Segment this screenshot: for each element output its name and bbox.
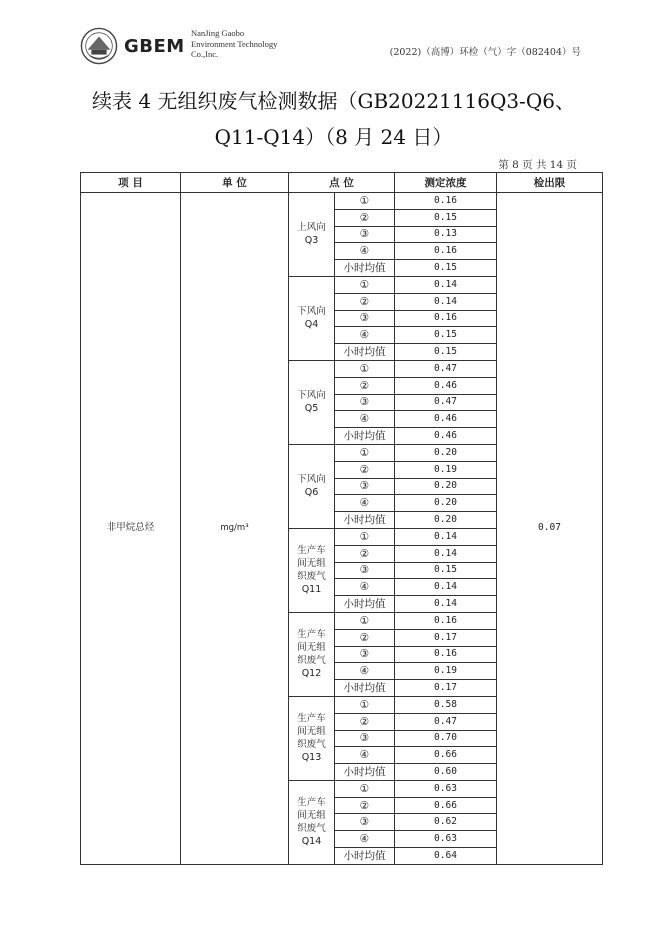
sample-index-cell: ③ (335, 730, 395, 747)
concentration-cell: 0.20 (395, 512, 497, 529)
sample-index-cell: 小时均值 (335, 344, 395, 361)
sample-index-cell: ② (335, 797, 395, 814)
sample-index-cell: ③ (335, 562, 395, 579)
sample-index-cell: ④ (335, 411, 395, 428)
sample-index-cell: ③ (335, 310, 395, 327)
point-label-line: Q6 (304, 487, 319, 499)
concentration-cell: 0.46 (395, 377, 497, 394)
concentration-cell: 0.17 (395, 680, 497, 697)
sample-index-cell: 小时均值 (335, 260, 395, 277)
table-title-line-2: Q11-Q14）（8 月 24 日） (214, 125, 453, 149)
concentration-cell: 0.16 (395, 193, 497, 210)
concentration-cell: 0.47 (395, 713, 497, 730)
concentration-cell: 0.15 (395, 260, 497, 277)
sample-index-cell: ④ (335, 243, 395, 260)
sample-index-cell: ③ (335, 226, 395, 243)
sample-index-cell: ④ (335, 579, 395, 596)
concentration-cell: 0.16 (395, 310, 497, 327)
sample-index-cell: ① (335, 444, 395, 461)
concentration-cell: 0.64 (395, 848, 497, 865)
sample-index-cell: 小时均值 (335, 428, 395, 445)
company-name (191, 28, 277, 60)
concentration-cell: 0.20 (395, 444, 497, 461)
page-info: 第 8 页 共 14 页 (498, 159, 577, 171)
concentration-cell: 0.17 (395, 629, 497, 646)
concentration-cell: 0.15 (395, 209, 497, 226)
sample-index-cell: ② (335, 461, 395, 478)
company-logo-icon (80, 27, 118, 65)
concentration-cell: 0.63 (395, 831, 497, 848)
concentration-cell: 0.14 (395, 276, 497, 293)
point-cell (289, 276, 335, 360)
concentration-cell: 0.16 (395, 243, 497, 260)
sample-index-cell: ④ (335, 747, 395, 764)
sample-index-cell: 小时均值 (335, 848, 395, 865)
unit-cell: mg/m³ (181, 193, 289, 865)
point-label-line: 生产车 (297, 713, 326, 725)
point-cell (289, 612, 335, 696)
concentration-cell: 0.14 (395, 528, 497, 545)
sample-index-cell: ③ (335, 814, 395, 831)
point-label-line: Q4 (304, 319, 319, 331)
concentration-cell: 0.63 (395, 780, 497, 797)
document-number: (2022)（高博）环检（气）字（082404）号 (389, 47, 581, 58)
concentration-cell: 0.62 (395, 814, 497, 831)
concentration-cell: 0.15 (395, 344, 497, 361)
point-label-line: 上风向 (297, 222, 326, 234)
table-body (81, 193, 603, 865)
point-cell (289, 360, 335, 444)
table-row (81, 193, 603, 210)
point-cell (289, 696, 335, 780)
concentration-cell: 0.15 (395, 327, 497, 344)
point-label-line: 下风向 (297, 306, 326, 318)
sample-index-cell: ③ (335, 478, 395, 495)
point-label-line: Q14 (301, 836, 322, 848)
concentration-cell: 0.19 (395, 663, 497, 680)
detection-limit-cell: 0.07 (497, 193, 603, 865)
point-label-line: 间无组 (297, 726, 326, 738)
sample-index-cell: ② (335, 713, 395, 730)
concentration-cell: 0.46 (395, 428, 497, 445)
sample-index-cell: ④ (335, 663, 395, 680)
item-cell: 非甲烷总烃 (81, 193, 181, 865)
point-label-line: Q13 (301, 752, 322, 764)
sample-index-cell: ③ (335, 646, 395, 663)
sample-index-cell: ① (335, 360, 395, 377)
concentration-cell: 0.14 (395, 545, 497, 562)
concentration-cell: 0.15 (395, 562, 497, 579)
table-title-line-1: 续表 4 无组织废气检测数据（GB20221116Q3-Q6、 (92, 89, 575, 113)
point-label-line: 间无组 (297, 642, 326, 654)
point-label-line: 生产车 (297, 545, 326, 557)
concentration-cell: 0.70 (395, 730, 497, 747)
brand-name: GBEM (124, 36, 185, 57)
concentration-cell: 0.46 (395, 411, 497, 428)
concentration-cell: 0.47 (395, 360, 497, 377)
point-label-line: 生产车 (297, 797, 326, 809)
point-label-line: Q3 (304, 235, 319, 247)
concentration-cell: 0.14 (395, 293, 497, 310)
company-line-3: Co.,Inc. (191, 49, 219, 59)
header-detection-limit: 检出限 (497, 173, 603, 193)
sample-index-cell: ④ (335, 327, 395, 344)
concentration-cell: 0.19 (395, 461, 497, 478)
sample-index-cell: ④ (335, 495, 395, 512)
point-label-line: 织废气 (297, 571, 326, 583)
concentration-cell: 0.16 (395, 612, 497, 629)
sample-index-cell: ④ (335, 831, 395, 848)
sample-index-cell: 小时均值 (335, 764, 395, 781)
header-item: 项 目 (81, 173, 181, 193)
sample-index-cell: ② (335, 293, 395, 310)
concentration-cell: 0.14 (395, 596, 497, 613)
sample-index-cell: ① (335, 612, 395, 629)
point-label-line: 织废气 (297, 739, 326, 751)
sample-index-cell: ② (335, 545, 395, 562)
concentration-cell: 0.20 (395, 478, 497, 495)
sample-index-cell: ① (335, 780, 395, 797)
sample-index-cell: ① (335, 528, 395, 545)
concentration-cell: 0.47 (395, 394, 497, 411)
company-line-2: Environment Technology (191, 38, 278, 49)
point-label-line: 下风向 (297, 474, 326, 486)
header-unit: 单 位 (181, 173, 289, 193)
data-table (80, 172, 603, 865)
point-label-line: Q5 (304, 403, 319, 415)
sample-index-cell: ② (335, 377, 395, 394)
sample-index-cell: ② (335, 209, 395, 226)
point-label-line: 间无组 (297, 810, 326, 822)
point-cell (289, 780, 335, 864)
header-point: 点 位 (289, 173, 395, 193)
concentration-cell: 0.66 (395, 797, 497, 814)
point-cell (289, 528, 335, 612)
sample-index-cell: ① (335, 193, 395, 210)
header-concentration: 测定浓度 (395, 173, 497, 193)
company-line-1: NanJing Gaobo (191, 28, 245, 38)
concentration-cell: 0.58 (395, 696, 497, 713)
point-label-line: 织废气 (297, 823, 326, 835)
point-label-line: 织废气 (297, 655, 326, 667)
point-label-line: Q12 (301, 668, 322, 680)
sample-index-cell: ③ (335, 394, 395, 411)
concentration-cell: 0.60 (395, 764, 497, 781)
sample-index-cell: ① (335, 276, 395, 293)
sample-index-cell: 小时均值 (335, 512, 395, 529)
point-label-line: 生产车 (297, 629, 326, 641)
concentration-cell: 0.14 (395, 579, 497, 596)
concentration-cell: 0.13 (395, 226, 497, 243)
sample-index-cell: ① (335, 696, 395, 713)
sample-index-cell: 小时均值 (335, 596, 395, 613)
sample-index-cell: 小时均值 (335, 680, 395, 697)
point-cell (289, 444, 335, 528)
point-cell (289, 193, 335, 277)
point-label-line: 间无组 (297, 558, 326, 570)
concentration-cell: 0.66 (395, 747, 497, 764)
point-label-line: 下风向 (297, 390, 326, 402)
concentration-cell: 0.16 (395, 646, 497, 663)
point-label-line: Q11 (301, 584, 322, 596)
concentration-cell: 0.20 (395, 495, 497, 512)
table-header-row (81, 173, 603, 193)
sample-index-cell: ② (335, 629, 395, 646)
